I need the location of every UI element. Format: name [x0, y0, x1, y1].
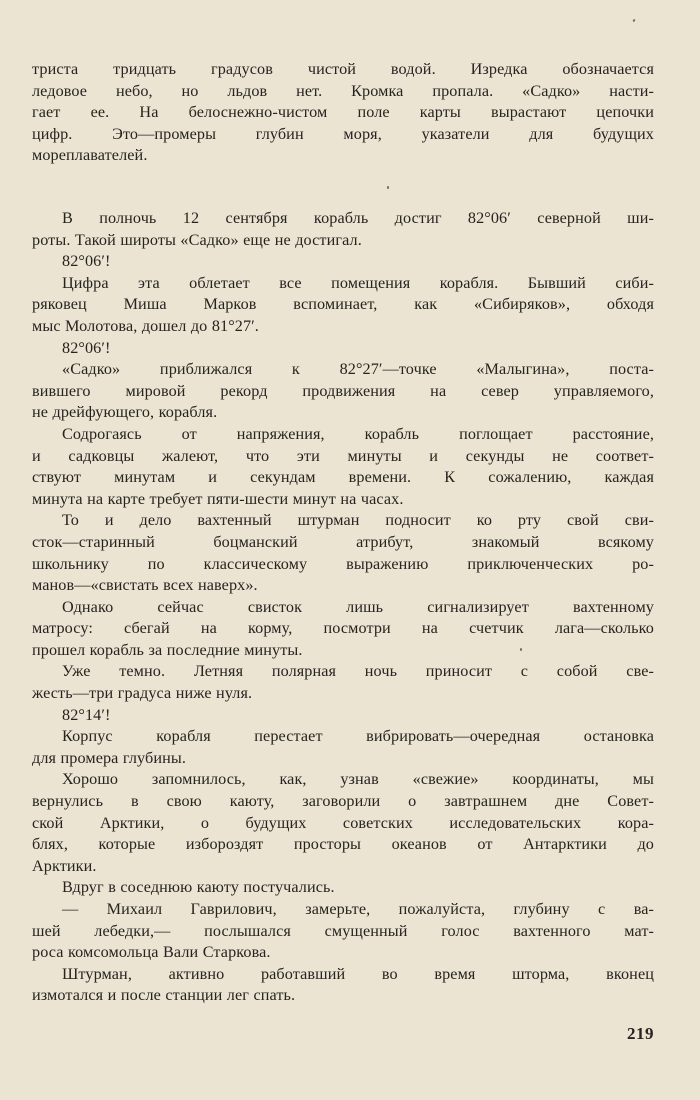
- text-line: вившего мировой рекорд продвижения на север управляемого,: [32, 381, 654, 400]
- text-line: 82°06′!: [62, 252, 111, 271]
- text-line: ской Арктики, о будущих советских исследовательских кора-: [32, 813, 654, 832]
- text-line: сток—старинный боцманский атрибут, знакомый всякому: [32, 532, 654, 551]
- text-line: жесть—три градуса ниже нуля.: [32, 684, 253, 703]
- text-line: блях, которые избороздят просторы океанов от Антарктики до: [32, 835, 654, 854]
- text-line: измотался и после станции лег спать.: [32, 986, 296, 1005]
- text-line: прошел корабль за последние минуты.: [32, 640, 303, 659]
- text-line: То и дело вахтенный штурман подносит ко рту свой сви-: [62, 511, 654, 530]
- text-line: Однако сейчас свисток лишь сигнализирует вахтенному: [62, 597, 654, 616]
- text-line: В полночь 12 сентября корабль достиг 82°06′ северной ши-: [62, 209, 654, 227]
- text-line: минута на карте требует пяти-шести минут на часах.: [32, 489, 404, 508]
- paper-speck: [632, 19, 635, 23]
- text-line: шей лебедки,— послышался смущенный голос вахтенного мат-: [32, 921, 654, 940]
- text-line: мыс Молотова, дошел до 81°27′.: [32, 316, 259, 335]
- text-line: — Михаил Гаврилович, замерьте, пожалуйста, глубину с ва-: [62, 900, 654, 918]
- text-line: для промера глубины.: [32, 748, 186, 767]
- text-line: ряковец Миша Марков вспоминает, как «Сибиряков», обходя: [32, 295, 654, 314]
- text-line: роса комсомольца Вали Старкова.: [32, 943, 271, 962]
- text-line: и садковцы жалеют, что эти минуты и секунды не соответ-: [32, 446, 654, 465]
- text-line: манов—«свистать всех наверх».: [32, 576, 258, 595]
- text-line: триста тридцать градусов чистой водой. Изредка обозначается: [32, 60, 654, 78]
- text-line: вернулись в свою каюту, заговорили о завтрашнем дне Совет-: [32, 792, 654, 811]
- text-line: Хорошо запомнилось, как, узнав «свежие» координаты, мы: [62, 770, 654, 789]
- text-line: «Садко» приближался к 82°27′—точке «Малыгина», поста-: [62, 360, 654, 379]
- paper-speck: [387, 186, 389, 189]
- text-line: гает ее. На белоснежно-чистом поле карты вырастают цепочки: [32, 103, 654, 122]
- text-line: ледовое небо, но льдов нет. Кромка пропала. «Садко» насти-: [32, 81, 654, 100]
- text-line: 82°14′!: [62, 705, 111, 724]
- paragraph-continuation: [32, 59, 654, 167]
- text-line: мореплавателей.: [32, 146, 148, 165]
- text-line: роты. Такой широты «Садко» еще не достигал.: [32, 230, 362, 249]
- text-line: Корпус корабля перестает вибрировать—очередная остановка: [62, 727, 654, 746]
- text-line: цифр. Это—промеры глубин моря, указатели для будущих: [32, 124, 654, 143]
- text-line: Штурман, активно работавший во время шторма, вконец: [62, 964, 654, 983]
- text-line: матросу: сбегай на корму, посмотри на счетчик лага—сколько: [32, 619, 654, 638]
- text-line: Содрогаясь от напряжения, корабль поглощает расстояние,: [62, 424, 654, 443]
- text-line: школьнику по классическому выражению приключенческих ро-: [32, 554, 654, 573]
- text-line: ствуют минутам и секундам времени. К сожалению, каждая: [32, 468, 654, 487]
- text-line: Вдруг в соседнюю каюту постучались.: [62, 878, 335, 897]
- text-line: не дрейфующего, корабля.: [32, 403, 218, 422]
- page-number: 219: [627, 1024, 654, 1043]
- section-body: [32, 208, 654, 1007]
- text-line: 82°06′!: [62, 338, 111, 357]
- paper-speck: [520, 648, 522, 651]
- text-line: Арктики.: [32, 856, 97, 875]
- text-line: Уже темно. Летняя полярная ночь приносит с собой све-: [62, 662, 654, 681]
- text-line: Цифра эта облетает все помещения корабля. Бывший сиби-: [62, 273, 654, 292]
